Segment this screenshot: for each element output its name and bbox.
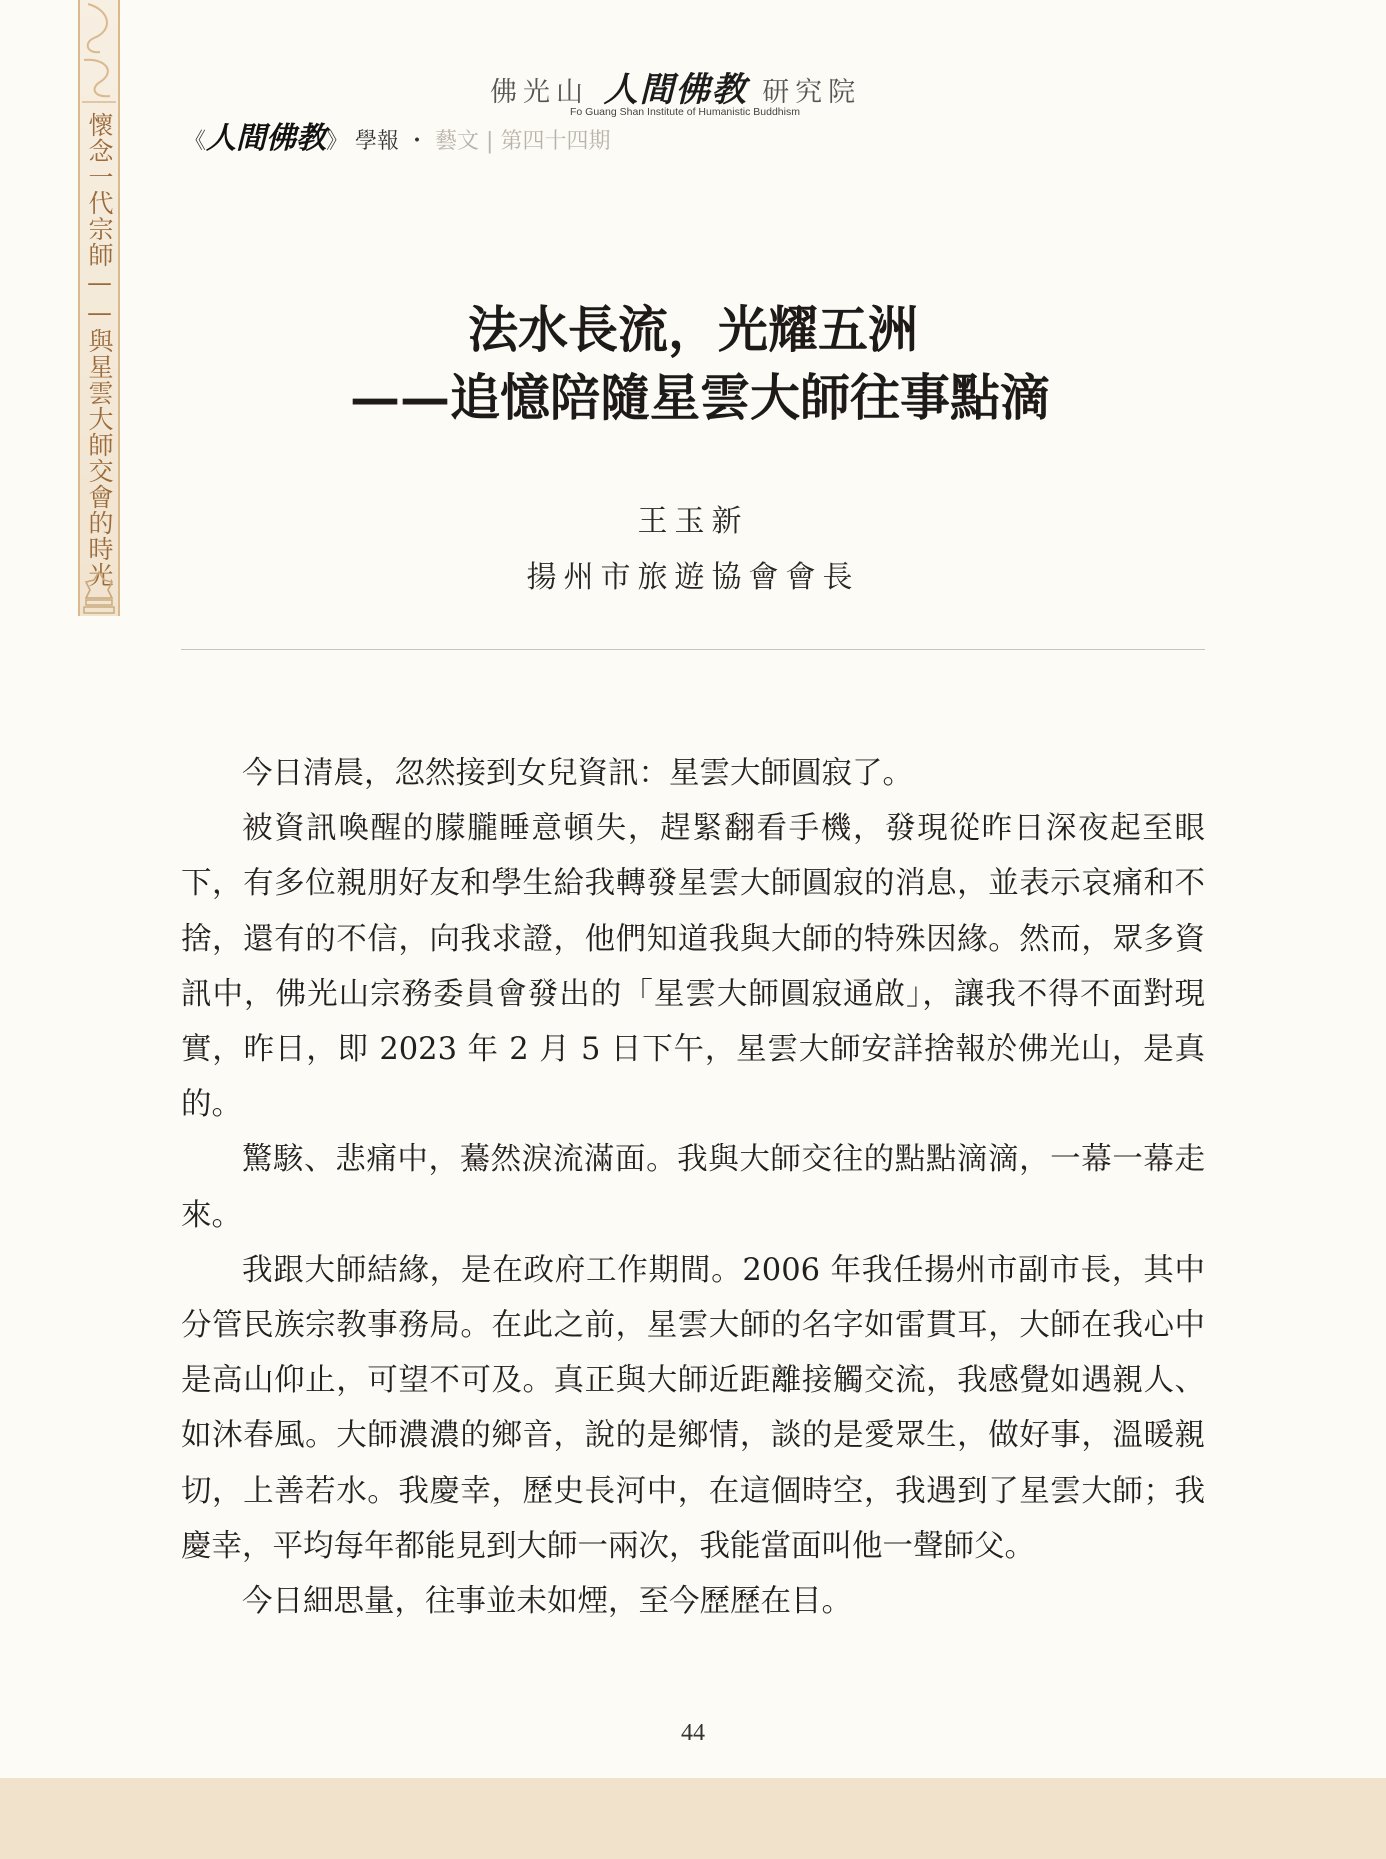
title-line-1: 法水長流，光耀五洲 xyxy=(468,300,918,359)
author-position: 揚州市旅遊協會會長 xyxy=(526,560,860,595)
author-name: 王玉新 xyxy=(637,504,749,539)
article-title xyxy=(0,296,1386,432)
institute-brand: 人間佛教 xyxy=(603,70,748,110)
page-number: 44 xyxy=(681,1720,705,1746)
paragraph: 驚駭、悲痛中，驀然淚流滿面。我與大師交往的點點滴滴，一幕一幕走來。 xyxy=(181,1142,1205,1233)
article-body xyxy=(181,746,1205,1629)
institute-english-name: Fo Guang Shan Institute of Humanistic Buddhism xyxy=(570,106,800,118)
institute-suffix: 研究院 xyxy=(762,77,862,108)
paragraph: 今日清晨，忽然接到女兒資訊：星雲大師圓寂了。 xyxy=(242,756,913,791)
paragraph: 被資訊喚醒的朦朧睡意頓失，趕緊翻看手機，發現從昨日深夜起至眼下，有多位親朋好友和學生給我轉發星雲大師圓寂的消息，並表示哀痛和不捨，還有的不信，向我求證，他們知道我與大師的特殊因緣。然而，眾多資訊中，佛光山宗務委員會發出的「星雲大師圓寂通啟」，讓我不得不面對現實，昨日，即 2023 年 2 月 5 日下午，星雲大師安詳捨報於佛光山，是真的。 xyxy=(181,811,1205,1123)
side-tab-title: 懷念一代宗師——與星雲大師交會的時光 xyxy=(85,112,114,588)
title-line-2: ——追憶陪隨星雲大師往事點滴 xyxy=(350,368,1050,427)
journal-name: 學報 ・ xyxy=(355,129,436,154)
journal-close-bracket: 》 xyxy=(326,129,349,154)
paragraph: 我跟大師結緣，是在政府工作期間。2006 年我任揚州市副市長，其中分管民族宗教事務局。在此之前，星雲大師的名字如雷貫耳，大師在我心中是高山仰止，可望不可及。真正與大師近距離接觸交流，我感覺如遇親人、如沐春風。大師濃濃的鄉音，說的是鄉情，談的是愛眾生，做好事，溫暖親切，上善若水。我慶幸，歷史長河中，在這個時空，我遇到了星雲大師；我慶幸，平均每年都能見到大師一兩次，我能當面叫他一聲師父。 xyxy=(181,1252,1205,1564)
journal-brand: 人間佛教 xyxy=(206,121,327,156)
divider xyxy=(181,649,1205,650)
swirl-ornament-icon xyxy=(80,0,118,110)
journal-section: 藝文 xyxy=(435,129,480,154)
journal-divider: | xyxy=(479,129,501,154)
journal-header xyxy=(184,113,610,157)
institute-prefix: 佛光山 xyxy=(490,77,589,108)
journal-open-bracket: 《 xyxy=(184,129,207,154)
author-block xyxy=(0,494,1386,606)
paragraph: 今日細思量，往事並未如煙，至今歷歷在目。 xyxy=(242,1584,852,1620)
journal-issue: 第四十四期 xyxy=(500,129,611,154)
footer-band xyxy=(0,1778,1386,1859)
institute-name xyxy=(490,62,890,111)
